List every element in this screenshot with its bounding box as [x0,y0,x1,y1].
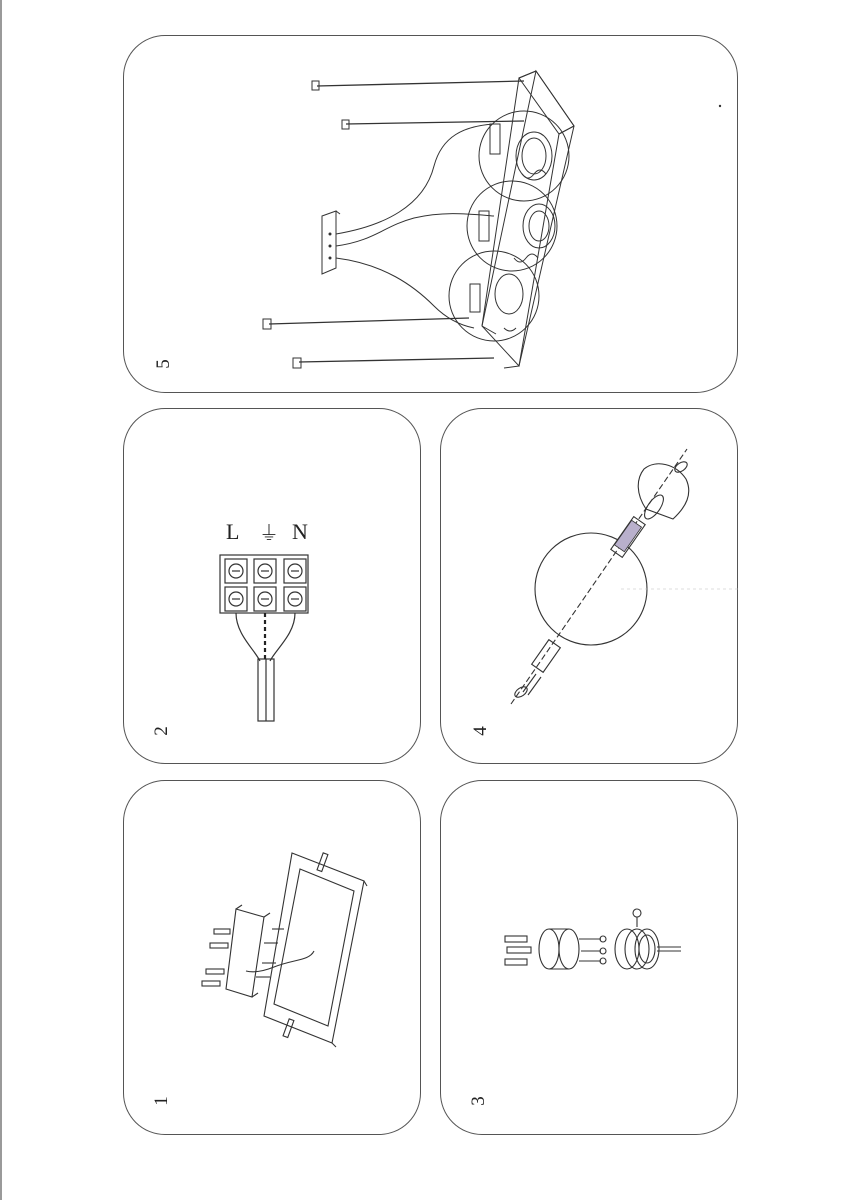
step-number: 3 [468,1096,489,1106]
earth-symbol: ⏚ [259,521,279,545]
three-pendant-fixture-icon [124,36,739,394]
step-number: 4 [470,726,491,736]
ceiling-plate-mounting-icon [124,781,422,1136]
live-label: L [226,519,240,544]
panel-step-3 [440,780,738,1135]
step-number: 1 [151,1096,172,1106]
scan-edge [0,0,2,1200]
terminal-block-wiring-icon [124,409,422,765]
glass-globe-assembly-icon [441,409,739,765]
panel-step-5 [123,35,738,393]
panel-step-1 [123,780,421,1135]
panel-step-4 [440,408,738,764]
canopy-cable-grip-icon [441,781,739,1136]
panel-step-2 [123,408,421,764]
step-number: 2 [151,726,172,736]
neutral-label: N [292,519,308,544]
step-number: 5 [153,359,174,369]
